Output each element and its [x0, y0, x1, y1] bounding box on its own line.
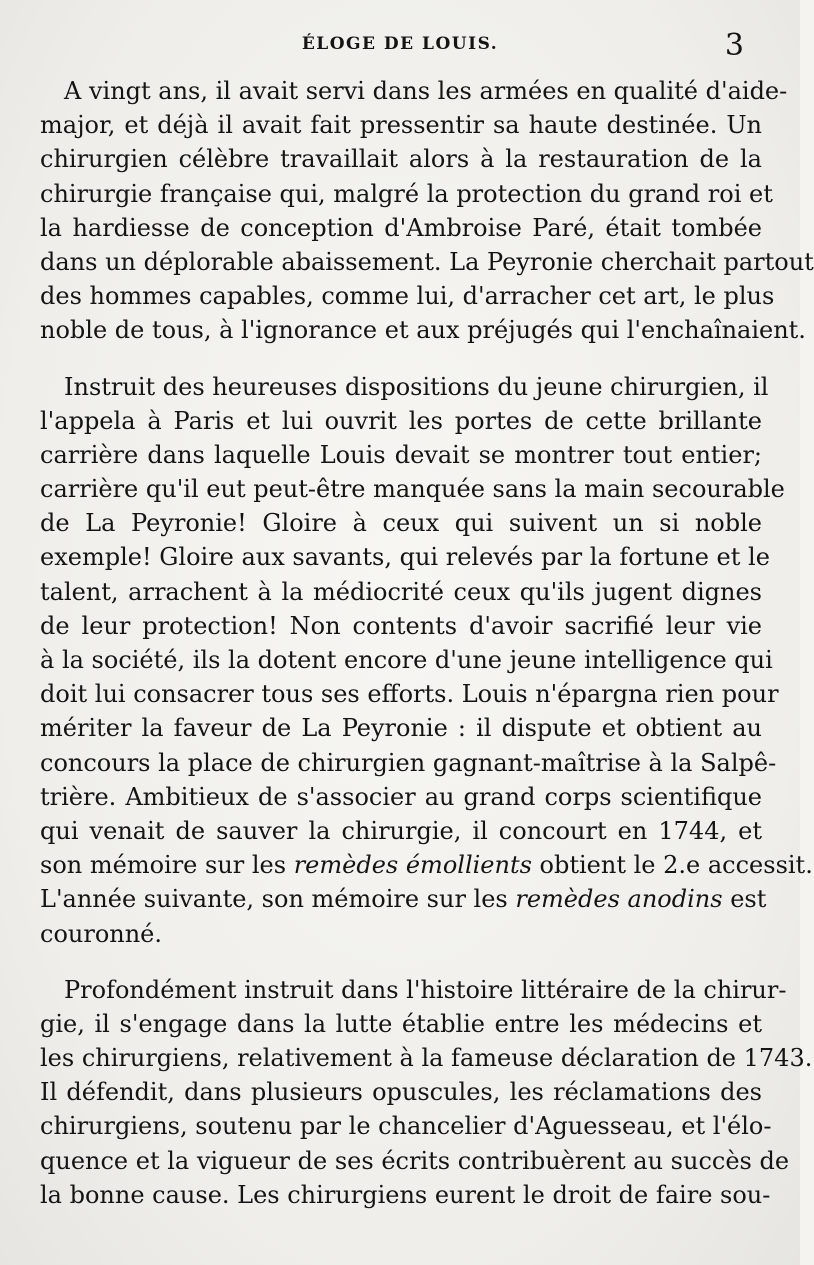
text-line: [40, 211, 762, 245]
text-line: [40, 177, 773, 211]
text-segment: les chirurgiens, relativement à la fameuse déclaration de 1743.: [40, 1044, 813, 1073]
text-line: [40, 506, 762, 540]
text-segment: de La Peyronie! Gloire à ceux qui suivent un si noble: [40, 509, 762, 538]
text-line: [40, 882, 767, 916]
text-segment: des hommes capables, comme lui, d'arracher cet art, le plus: [40, 282, 775, 311]
body-text: [40, 74, 814, 1234]
text-segment: noble de tous, à l'ignorance et aux préjugés qui l'enchaînaient.: [40, 316, 806, 345]
italic-text: remèdes anodins: [515, 885, 723, 914]
text-segment: L'année suivante, son mémoire sur les: [40, 885, 516, 914]
paragraph: [40, 370, 813, 951]
text-line: [40, 108, 762, 142]
text-line: [40, 848, 813, 882]
text-segment: quence et la vigueur de ses écrits contribuèrent au succès de: [40, 1146, 790, 1175]
text-line: [40, 677, 779, 711]
text-segment: à la société, ils la dotent encore d'une jeune intelligence qui: [40, 646, 773, 674]
text-line: [40, 404, 762, 438]
text-line: [40, 74, 788, 108]
text-line: [40, 746, 777, 780]
text-segment: Il défendit, dans plusieurs opuscules, les réclamations des: [40, 1078, 762, 1107]
text-segment: concours la place de chirurgien gagnant-maîtrise à la Salpê-: [40, 748, 777, 777]
running-title: ÉLOGE DE LOUIS.: [301, 34, 499, 54]
text-line: [40, 1007, 762, 1041]
text-segment: son mémoire sur les: [40, 851, 294, 880]
text-segment: dans un déplorable abaissement. La Peyronie cherchait partout: [40, 247, 814, 276]
text-line: [40, 973, 787, 1007]
text-segment: carrière dans laquelle Louis devait se montrer tout entier;: [40, 440, 762, 469]
text-segment: couronné.: [40, 919, 163, 948]
paragraph: [40, 973, 813, 1212]
text-segment: exemple! Gloire aux savants, qui relevés par la fortune et le: [40, 543, 770, 572]
text-segment: qui venait de sauver la chirurgie, il concourt en 1744, et: [40, 816, 762, 845]
text-line: [40, 780, 762, 814]
text-segment: trière. Ambitieux de s'associer au grand corps scientifique: [40, 782, 762, 811]
text-line: [40, 1178, 771, 1212]
text-segment: chirurgien célèbre travaillait alors à la restauration de la: [40, 145, 762, 174]
text-line: [40, 245, 814, 279]
text-line: [40, 472, 785, 506]
text-line: [40, 142, 762, 176]
text-segment: carrière qu'il eut peut-être manquée sans la main secourable: [40, 475, 785, 504]
text-segment: mériter la faveur de La Peyronie : il dispute et obtient au: [40, 714, 762, 743]
text-line: [40, 1109, 772, 1143]
text-segment: Instruit des heureuses dispositions du jeune chirurgien, il: [64, 372, 769, 401]
text-segment: A vingt ans, il avait servi dans les armées en qualité d'aide-: [64, 77, 788, 105]
text-segment: de leur protection! Non contents d'avoir sacrifié leur vie: [40, 611, 762, 640]
text-line: [40, 1144, 790, 1178]
text-line: [40, 1041, 813, 1075]
text-line: [40, 438, 762, 472]
text-segment: doit lui consacrer tous ses efforts. Louis n'épargna rien pour: [40, 680, 779, 709]
paragraph: [40, 74, 814, 348]
text-segment: chirurgie française qui, malgré la protection du grand roi et: [40, 179, 773, 208]
text-segment: obtient le 2.e accessit.: [531, 851, 813, 880]
text-line: [40, 814, 762, 848]
text-segment: chirurgiens, soutenu par le chancelier d'Aguesseau, et l'élo-: [40, 1112, 772, 1141]
text-segment: gie, il s'engage dans la lutte établie entre les médecins et: [40, 1009, 762, 1038]
text-line: [40, 917, 762, 951]
page-number: 3: [724, 28, 744, 63]
text-segment: la hardiesse de conception d'Ambroise Paré, était tombée: [40, 213, 762, 242]
text-line: [40, 313, 806, 347]
text-segment: talent, arrachent à la médiocrité ceux qu'ils jugent dignes: [40, 577, 762, 606]
text-line: [40, 711, 762, 745]
text-line: [40, 575, 762, 609]
text-line: [40, 1075, 762, 1109]
running-head: [0, 28, 800, 64]
text-line: [40, 279, 775, 313]
text-segment: la bonne cause. Les chirurgiens eurent le droit de faire sou-: [40, 1180, 771, 1209]
text-segment: Profondément instruit dans l'histoire littéraire de la chirur-: [64, 975, 787, 1004]
text-line: [40, 370, 769, 404]
text-segment: major, et déjà il avait fait pressentir sa haute destinée. Un: [40, 111, 762, 140]
text-line: [40, 643, 773, 677]
text-segment: l'appela à Paris et lui ouvrit les portes de cette brillante: [40, 406, 762, 435]
text-segment: est: [722, 885, 767, 914]
text-line: [40, 609, 762, 643]
italic-text: remèdes émollients: [293, 851, 532, 880]
text-line: [40, 540, 770, 574]
